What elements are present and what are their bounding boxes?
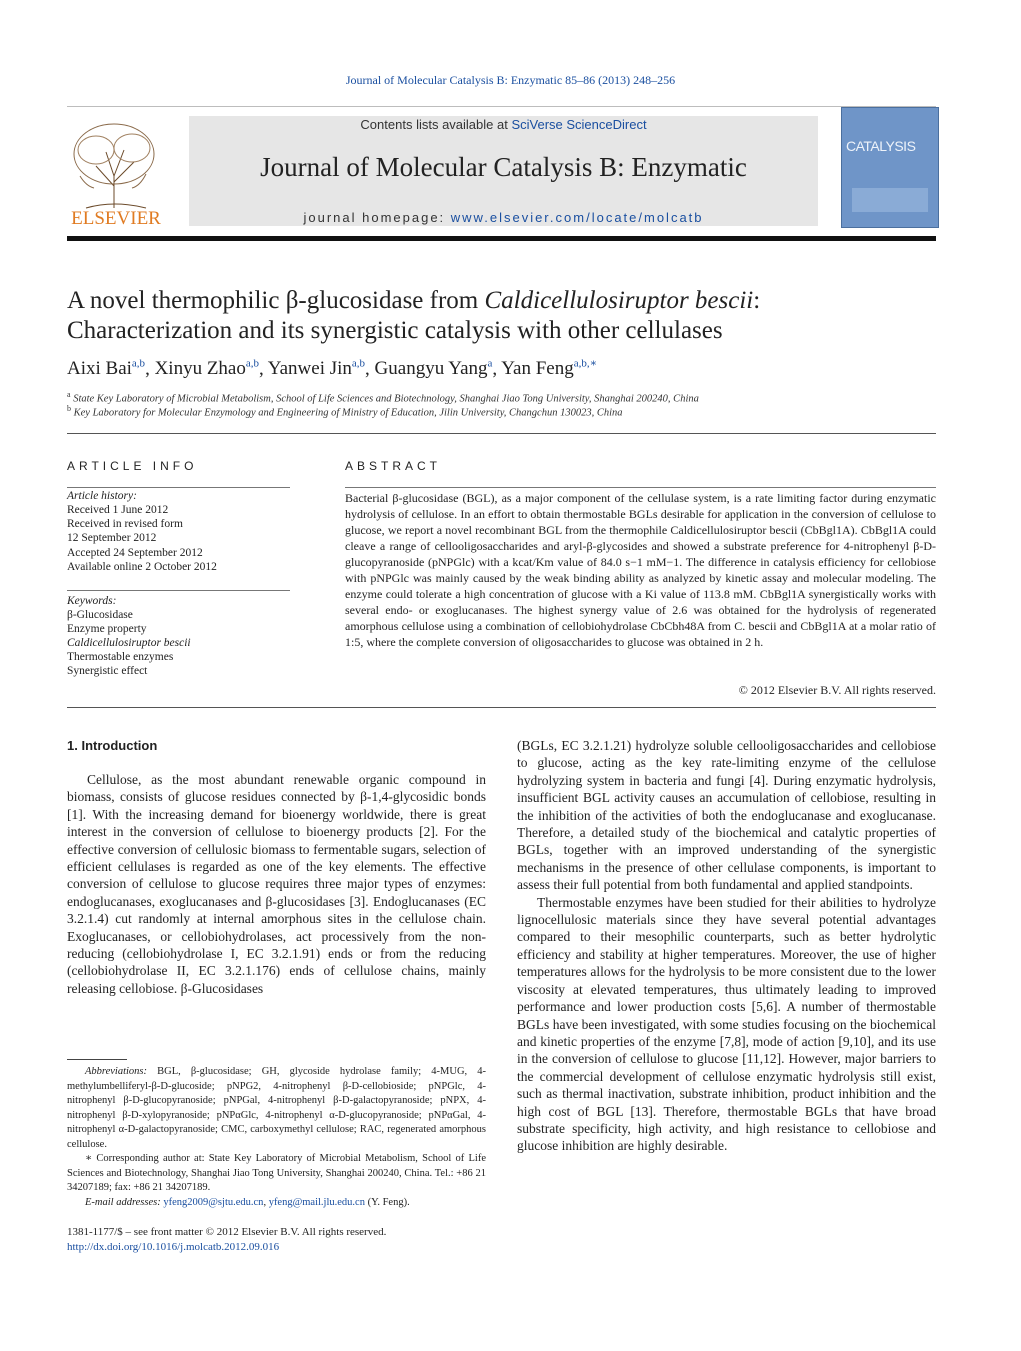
elsevier-logo — [66, 116, 166, 228]
divider — [67, 433, 936, 434]
author[interactable] — [375, 358, 493, 379]
contents-line — [189, 117, 818, 132]
author-affil-sup[interactable]: a,b — [245, 358, 259, 370]
header-top-rule — [67, 106, 936, 107]
title-species: Caldicellulosiruptor bescii — [484, 287, 754, 314]
email-label: E-mail addresses: — [85, 1196, 161, 1208]
affil-sup: a — [67, 390, 71, 399]
paragraph: (BGLs, EC 3.2.1.21) hydrolyze soluble cellooligosaccharides and cellobiose to glucose, acting as the key rate-limiting enzyme of the cellulose hydrolyzing system in bacteria and fungi [4]. During enzymatic hydrolysis, insufficient BGL activity causes an accumulation of cellobiose, resulting in the inhibition of the activities of both the endoglucanase and exoglucanase. Therefore, a detailed study of the biochemical and catalytic properties of BGLs, together with an improved understanding of the synergistic mechanisms in the presence of other cellulase components, is important to assess their full potential from both fundamental and applied standpoints. — [517, 738, 936, 893]
abbrev-text: BGL, β-glucosidase; GH, glycoside hydrolase family; 4-MUG, 4-methylumbelliferyl-β-D-glucoside; pNPG2, 4-nitrophenyl β-D-cellobioside; pNPGlc, 4-nitrophenyl β-D-glucopyranoside; pNPGal, 4-nitrophenyl β-D-galactopyranoside; pNPX, 4-nitrophenyl β-D-xylopyranoside; pNPαGlc, 4-nitrophenyl α-D-glucopyranoside; pNPαGal, 4-nitrophenyl α-D-galactopyranoside; CMC, carboxymethyl cellulose; RAC, regenerated amorphous cellulose. — [67, 1066, 486, 1150]
author-affil-sup[interactable]: a,b,∗ — [573, 358, 598, 370]
divider — [67, 487, 290, 488]
keywords-label: Keywords: — [67, 595, 117, 607]
body-column-left — [67, 771, 486, 997]
history-item: 12 September 2012 — [67, 532, 157, 544]
history-item: Received in revised form — [67, 518, 183, 530]
cover-title: CATALYSIS — [846, 138, 916, 154]
journal-cover-thumbnail[interactable] — [841, 107, 939, 228]
author-name: Aixi Bai — [67, 358, 132, 380]
author-affil-sup[interactable]: a,b — [351, 358, 366, 370]
author-name: Guangyu Yang — [374, 358, 488, 380]
history-item: Accepted 24 September 2012 — [67, 547, 203, 559]
author[interactable] — [501, 358, 597, 379]
abbreviations-footnote — [67, 1065, 486, 1152]
author-affil-sup[interactable]: a,b — [131, 358, 146, 370]
email-suffix: (Y. Feng). — [364, 1196, 410, 1208]
elsevier-tree-icon — [66, 116, 166, 228]
elsevier-wordmark: ELSEVIER — [71, 208, 161, 228]
issn-line: 1381-1177/$ – see front matter © 2012 Elsevier B.V. All rights reserved. — [67, 1226, 387, 1238]
author-name: Yan Feng — [501, 358, 574, 380]
body-column-right — [517, 737, 936, 1155]
abstract-copyright: © 2012 Elsevier B.V. All rights reserved. — [738, 683, 936, 697]
journal-name: Journal of Molecular Catalysis B: Enzymatic — [260, 152, 747, 182]
doi-link[interactable]: http://dx.doi.org/10.1016/j.molcatb.2012.09.016 — [67, 1241, 280, 1253]
sciencedirect-link[interactable]: SciVerse ScienceDirect — [511, 117, 647, 132]
homepage-prefix: journal homepage: — [303, 210, 451, 225]
history-item: Received 1 June 2012 — [67, 504, 169, 516]
footnote-rule — [67, 1059, 127, 1060]
history-label: Article history: — [67, 490, 137, 502]
history-item: Available online 2 October 2012 — [67, 561, 217, 573]
contents-prefix: Contents lists available at — [360, 117, 512, 132]
paragraph: Thermostable enzymes have been studied for their abilities to hydrolyze lignocellulosic materials since they have several potential advantages compared to their mesophilic counterparts, such as better hydrolytic efficiency and stability at higher temperatures. Moreover, the use of higher temperatures allows for the hydrolysis to be more consistent due to the lower viscosity at elevated temperatures, thus ultimately leading to improved performance and lower production costs [5,6]. A number of thermostable BGLs have been investigated, with some studies focusing on the biochemical and kinetic properties of the enzyme [7,8], mode of action [9,10], and its use in the conversion of cellulose to glucose [11,12]. However, major barriers to the commercial development of cellulose enzymatic hydrolysis still exist, such as thermal inactivation, substrate inhibition, product inhibition and the high cost of BGL [13]. Therefore, thermostable BGLs that have broad substrate specificity, high activity, and high resistance to cellobiose and glucose inhibition are highly desirable. — [517, 894, 936, 1154]
corresponding-footnote: ∗ Corresponding author at: State Key Laboratory of Microbial Metabolism, School of Life Sciences and Biotechnology, Shanghai Jiao Tong University, Shanghai 200240, China. Tel.: +86 21 34207189; fax: +86 21 34207189. — [67, 1153, 486, 1193]
email-footnote — [67, 1196, 486, 1211]
cover-panel — [852, 188, 928, 212]
keyword: Synergistic effect — [67, 665, 148, 677]
keyword: Enzyme property — [67, 623, 147, 635]
author-list: Aixi Bai$^{a,b}$, Xinyu Zhao$^{a,b}$, Yanwei Jin$^{a,b}$, Guangyu Yang$^a$, Yan Feng$^{a,b,∗}$ — [67, 358, 598, 380]
article-title — [67, 286, 947, 346]
keyword: Thermostable enzymes — [67, 651, 174, 663]
affiliation-b — [67, 404, 623, 419]
section-heading: 1. Introduction — [67, 738, 158, 753]
affiliation-a — [67, 390, 699, 405]
affil-sup: b — [67, 404, 71, 413]
affil-text: State Key Laboratory of Microbial Metabolism, School of Life Sciences and Biotechnology, Shanghai Jiao Tong University, Shanghai 200240, China — [73, 393, 699, 405]
abstract-heading: ABSTRACT — [345, 459, 442, 473]
author[interactable] — [67, 358, 145, 379]
keyword: β-Glucosidase — [67, 609, 133, 621]
divider — [67, 590, 290, 591]
article-info-heading: ARTICLE INFO — [67, 459, 198, 473]
title-part: : — [753, 287, 761, 314]
affil-text: Key Laboratory for Molecular Enzymology and Engineering of Ministry of Education, Jilin University, Changchun 130023, China — [73, 407, 623, 419]
header-bottom-rule — [67, 236, 936, 241]
journal-citation[interactable]: Journal of Molecular Catalysis B: Enzymatic 85–86 (2013) 248–256 — [345, 73, 676, 87]
email-link[interactable]: yfeng2009@sjtu.edu.cn — [163, 1196, 264, 1208]
abstract-text: Bacterial β-glucosidase (BGL), as a major component of the cellulase system, is a rate limiting factor during enzymatic hydrolysis of cellulose. In an effort to obtain thermostable BGLs desirable for application in the conversion of cellulose to glucose, we report a novel recombinant BGL from the thermophile Caldicellulosiruptor bescii (CbBgl1A). CbBgl1A could cleave a range of cellooligosaccharides and aryl-β-glycosides and showed a substrate preference for 4-nitrophenyl β-D-glucopyranoside (pNPGlc) with a kcat/Km value of 84.0 s−1 mM−1. The difference in catalysis efficiency for cellobiose with pNPGlc was mainly caused by the weak binding ability as analyzed by kinetic assay and molecular modeling. The enzyme could tolerate a high concentration of glucose with a Ki value of 113.8 mM. CbBgl1A synergistically works with several endo- or exoglucanases. The highest synergy value of 2.6 was obtained for the hydrolysis of regenerated amorphous cellulose using a combination of cellobiohydrolase CbCbh48A from C. bescii and CbBgl1A at a molar ratio of 1:5, where the complete conversion of oligosaccharides to glucose was obtained in 2 h. — [345, 491, 936, 649]
divider — [67, 707, 936, 708]
author-name: Xinyu Zhao — [154, 358, 246, 380]
email-link[interactable]: yfeng@mail.jlu.edu.cn — [268, 1196, 365, 1208]
email-sep: , — [263, 1196, 269, 1208]
paragraph: Cellulose, as the most abundant renewable organic compound in biomass, consists of glucose residues connected by β-1,4-glycosidic bonds [1]. With the increasing demand for bioenergy worldwide, there is great interest in the conversion of cellulose to bioenergy products [2]. For the effective conversion of cellulosic biomass to fermentable sugars, selection of efficient cellulases is regarded as one of the key elements. The effective conversion of cellulose to glucose requires three major types of enzymes: endoglucanases, exoglucanases and β-glucosidases [3]. Endoglucanases (EC 3.2.1.4) cut randomly at internal amorphous sites in the cellulose chain. Exoglucanases, or cellobiohydrolases, act processively from the non-reducing (cellobiohydrolase I, EC 3.2.1.91) ends or from the reducing (cellobiohydrolase II, EC 3.2.1.176) ends of cellulose chains, mainly releasing cellobiose. β-Glucosidases — [67, 772, 486, 996]
author[interactable] — [155, 358, 259, 379]
abbrev-label: Abbreviations: — [85, 1066, 148, 1077]
keyword: Caldicellulosiruptor bescii — [67, 637, 191, 649]
author-name: Yanwei Jin — [267, 358, 352, 380]
author-affil-sup[interactable]: a — [487, 358, 493, 370]
author[interactable] — [268, 358, 365, 379]
journal-homepage — [189, 210, 818, 225]
title-line-2: Characterization and its synergistic catalysis with other cellulases — [67, 317, 723, 344]
divider — [345, 487, 936, 488]
homepage-link[interactable]: www.elsevier.com/locate/molcatb — [450, 210, 704, 225]
title-part: A novel thermophilic β-glucosidase from — [67, 287, 485, 314]
footnotes — [67, 1065, 486, 1210]
